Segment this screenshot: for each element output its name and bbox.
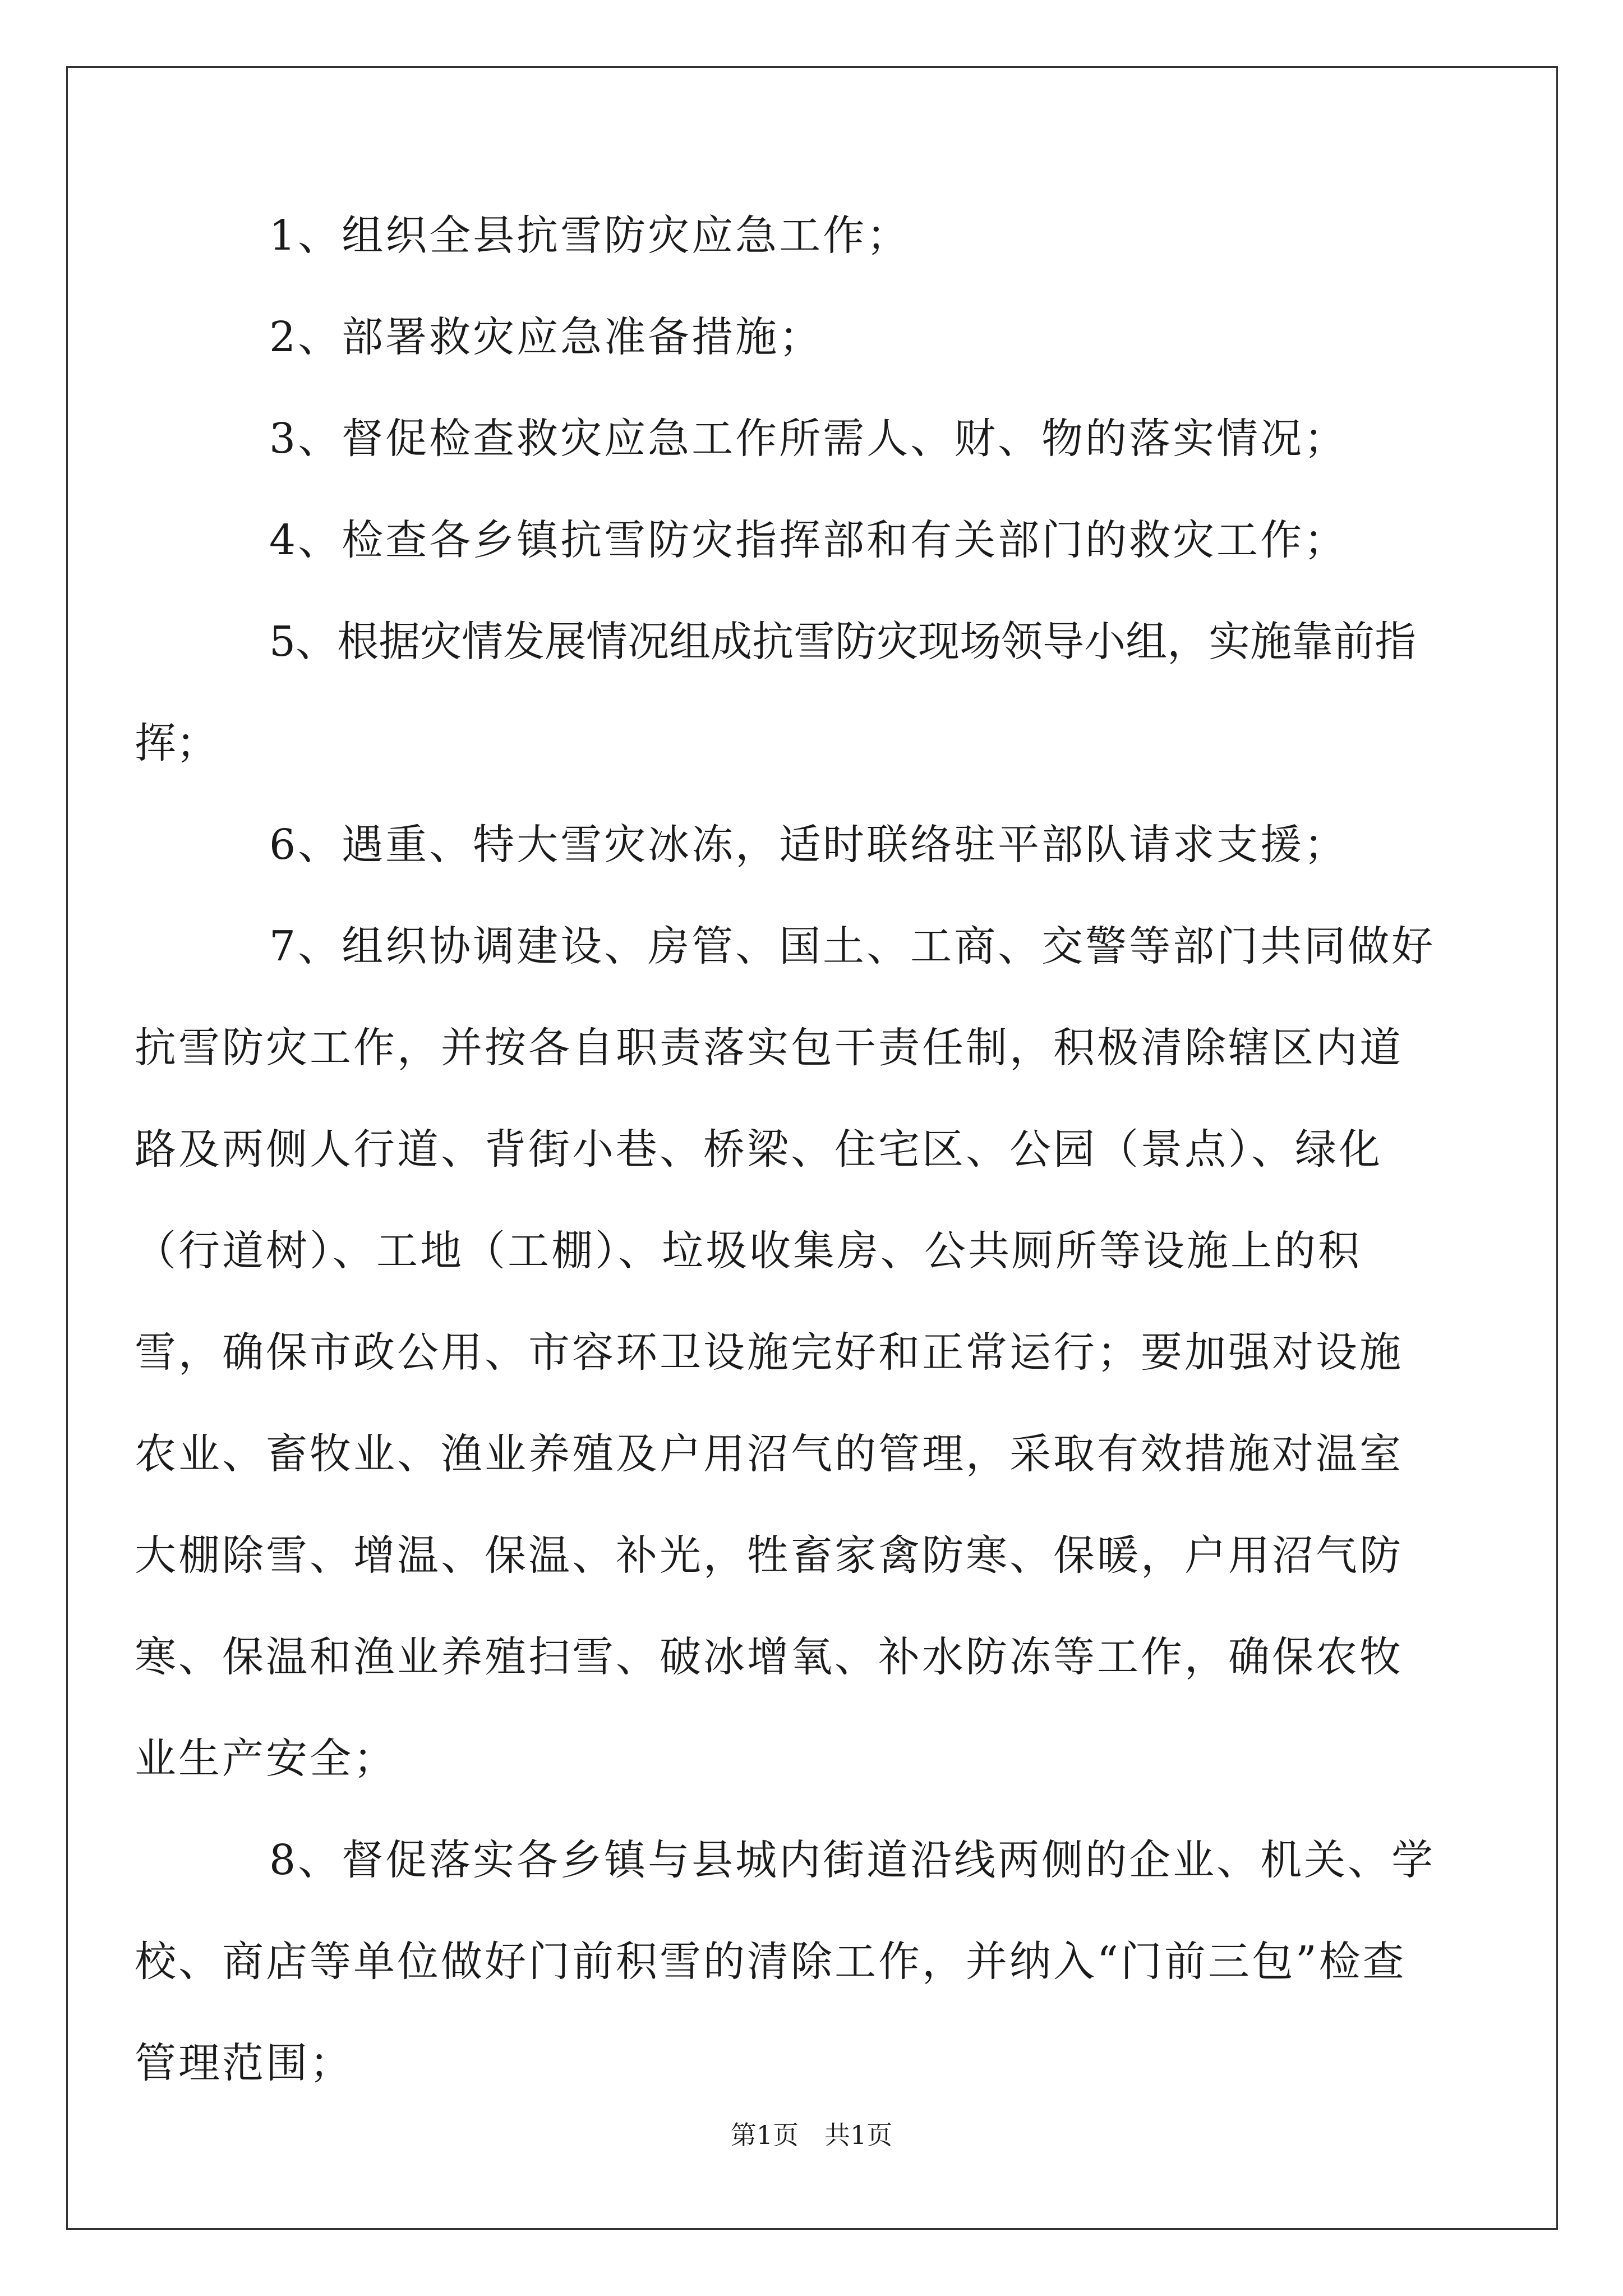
- paragraph-5: 5、根据灾情发展情况组成抗雪防灾现场领导小组，实施靠前指挥；: [135, 618, 1417, 767]
- paragraph-1: 1、组织全县抗雪防灾应急工作；: [269, 211, 911, 260]
- paragraph-4: 4、检查各乡镇抗雪防灾指挥部和有关部门的救灾工作；: [269, 516, 1348, 564]
- paragraph-7: 7、组织协调建设、房管、国土、工商、交警等部门共同做好抗雪防灾工作，并按各自职责落实包干责任制，积极清除辖区内道路及两侧人行道、背街小巷、桥梁、住宅区、公园（景点）、绿化（行道树）、工地（工棚）、垃圾收集房、公共厕所等设施上的积雪，确保市政公用、市容环卫设施完好和正常运行；要加强对设施农业、畜牧业、渔业养殖及户用沼气的管理，采取有效措施对温室大棚除雪、增温、保温、补光，牲畜家禽防寒、保暖，户用沼气防寒、保温和渔业养殖扫雪、破冰增氧、补水防冻等工作，确保农牧业生产安全；: [135, 922, 1436, 1783]
- paragraph-3: 3、督促检查救灾应急工作所需人、财、物的落实情况；: [269, 415, 1348, 463]
- page-footer: 第1页 共1页: [730, 2120, 893, 2150]
- paragraph-2: 2、部署救灾应急准备措施；: [269, 313, 823, 361]
- paragraph-8: 8、督促落实各乡镇与县城内街道沿线两侧的企业、机关、学校、商店等单位做好门前积雪的清除工作，并纳入“门前三包”检查管理范围；: [135, 1836, 1436, 2087]
- document-body: [135, 185, 1441, 2114]
- paragraph-6: 6、遇重、特大雪灾冰冻，适时联络驻平部队请求支援；: [269, 821, 1348, 869]
